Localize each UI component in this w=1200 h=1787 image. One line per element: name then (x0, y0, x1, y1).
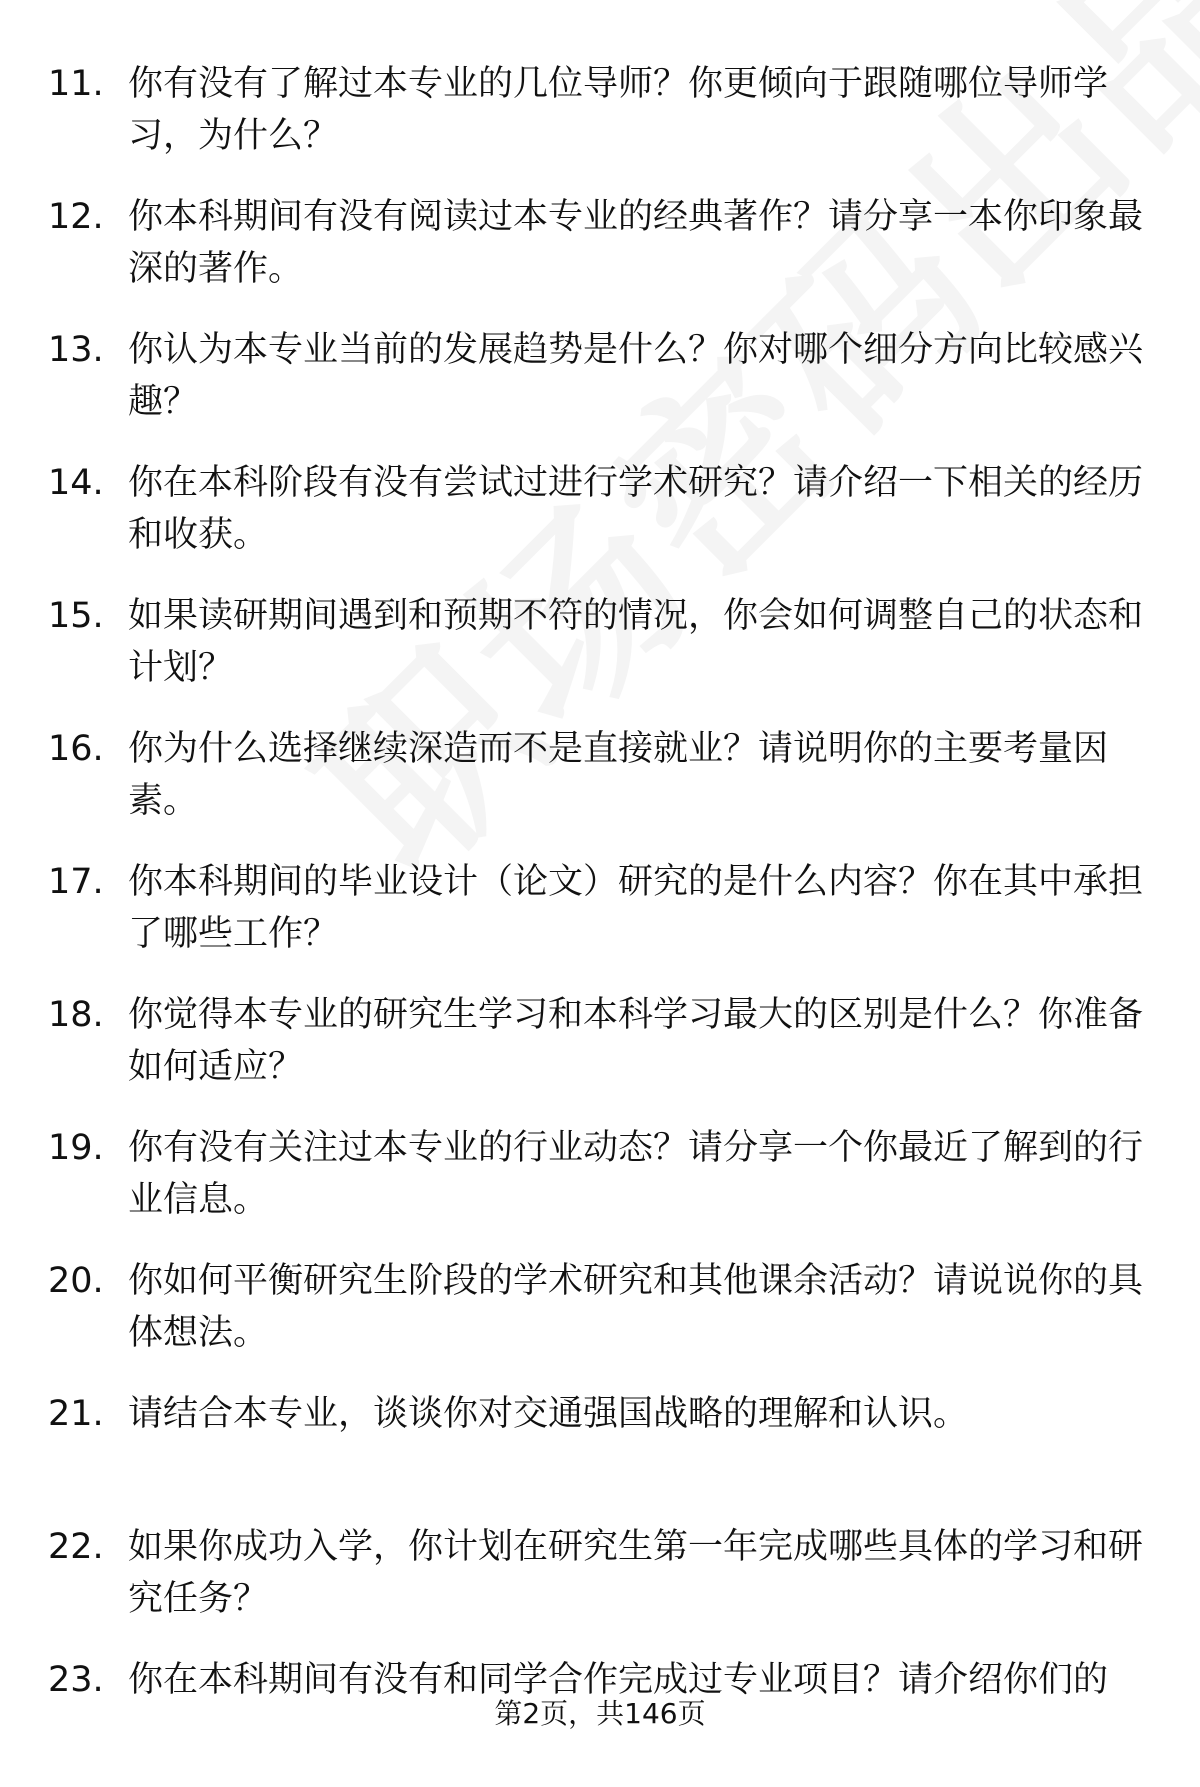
question-item (48, 324, 1148, 457)
question-number: 22. (48, 1527, 104, 1567)
question-text: 如果读研期间遇到和预期不符的情况，你会如何调整自己的状态和计划？ (128, 596, 1144, 688)
question-text: 你在本科阶段有没有尝试过进行学术研究？请介绍一下相关的经历和收获。 (128, 463, 1144, 555)
question-number: 20. (48, 1261, 104, 1301)
question-item (48, 989, 1148, 1122)
question-text: 你如何平衡研究生阶段的学术研究和其他课余活动？请说说你的具体想法。 (128, 1261, 1144, 1353)
question-text: 你为什么选择继续深造而不是直接就业？请说明你的主要考量因素。 (128, 729, 1109, 821)
question-number: 18. (48, 995, 104, 1035)
question-item (48, 590, 1148, 723)
question-item (48, 1521, 1148, 1654)
question-text: 你本科期间的毕业设计（论文）研究的是什么内容？你在其中承担了哪些工作？ (128, 862, 1144, 954)
question-text: 你觉得本专业的研究生学习和本科学习最大的区别是什么？你准备如何适应？ (128, 995, 1144, 1087)
question-item (48, 1122, 1148, 1255)
question-text: 你本科期间有没有阅读过本专业的经典著作？请分享一本你印象最深的著作。 (128, 197, 1144, 289)
page-number: 第2页，共146页 (494, 1697, 706, 1730)
question-item (48, 58, 1148, 191)
question-number: 13. (48, 330, 104, 370)
question-list (48, 58, 1148, 1787)
question-item (48, 1388, 1148, 1521)
question-number: 15. (48, 596, 104, 636)
question-text: 你有没有了解过本专业的几位导师？你更倾向于跟随哪位导师学习，为什么？ (128, 64, 1109, 156)
question-number: 12. (48, 197, 104, 237)
question-item (48, 1255, 1148, 1388)
question-text: 请结合本专业，谈谈你对交通强国战略的理解和认识。 (128, 1394, 969, 1434)
question-text: 如果你成功入学，你计划在研究生第一年完成哪些具体的学习和研究任务？ (128, 1527, 1144, 1619)
question-item (48, 723, 1148, 856)
question-number: 16. (48, 729, 104, 769)
question-number: 11. (48, 64, 104, 104)
question-item (48, 191, 1148, 324)
question-number: 23. (48, 1660, 104, 1700)
question-item (48, 457, 1148, 590)
question-text: 你认为本专业当前的发展趋势是什么？你对哪个细分方向比较感兴趣？ (128, 330, 1144, 422)
question-text: 你在本科期间有没有和同学合作完成过专业项目？请介绍你们的 (128, 1660, 1109, 1700)
question-number: 19. (48, 1128, 104, 1168)
question-item (48, 856, 1148, 989)
question-text: 你有没有关注过本专业的行业动态？请分享一个你最近了解到的行业信息。 (128, 1128, 1144, 1220)
question-number: 14. (48, 463, 104, 503)
question-number: 21. (48, 1394, 104, 1434)
question-number: 17. (48, 862, 104, 902)
